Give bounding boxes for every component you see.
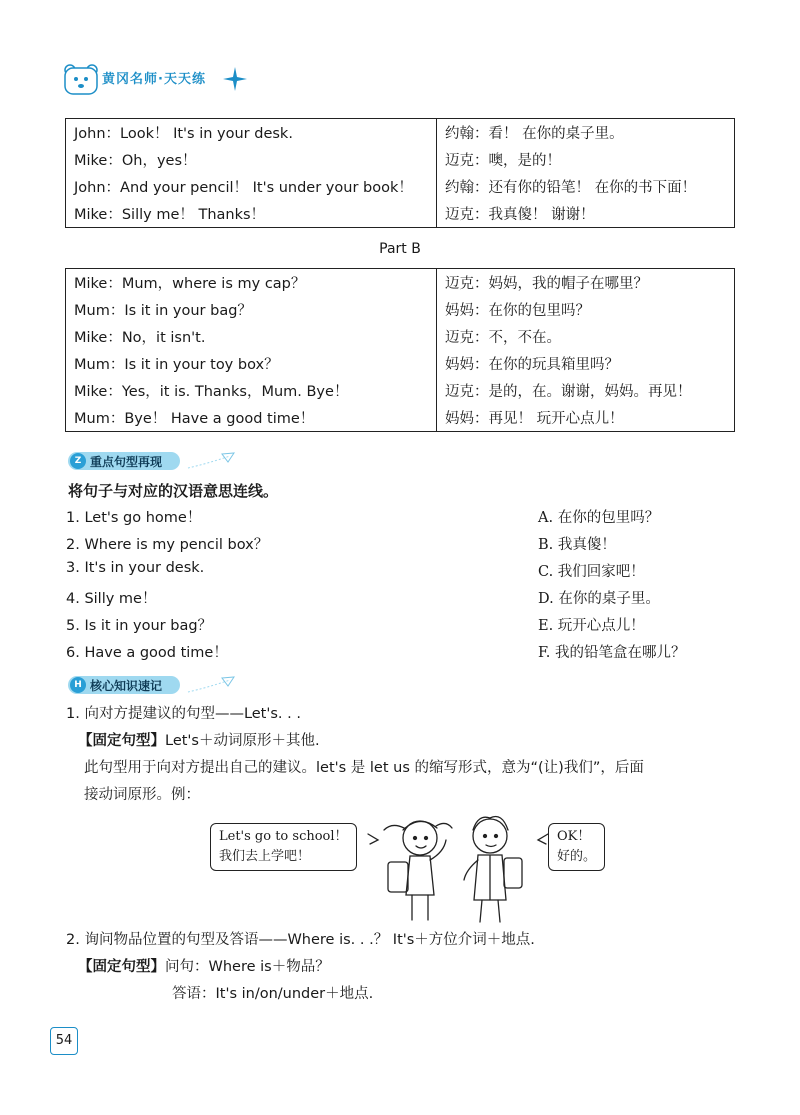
speech-bubble-right <box>548 823 605 871</box>
match-sentence: 6. Have a good time！ <box>66 645 228 661</box>
table-row <box>66 323 735 350</box>
pattern-label: 【固定句型】 <box>78 733 165 749</box>
dialogue-cn: 约翰：还有你的铅笔！ 在你的书下面！ <box>445 180 697 196</box>
question-pattern: 问句：Where is＋物品？ <box>165 959 330 975</box>
banner-title: 重点句型再现 <box>90 455 163 469</box>
dialogue-en: Mum：Is it in your toy box？ <box>66 350 437 377</box>
pattern-text: Let's＋动词原形＋其他. <box>165 733 320 749</box>
dialogue-cn: 迈克：我真傻！ 谢谢！ <box>445 207 595 223</box>
point2-heading: 2. 询问物品位置的句型及答语——Where is. . .？ It's＋方位介词＋地点. <box>66 932 535 948</box>
match-answer: C. 我们回家吧！ <box>538 564 645 580</box>
pattern-label: 【固定句型】 <box>78 959 165 975</box>
bubble-chinese: 我们去上学吧！ <box>219 849 311 864</box>
match-answer: E. 玩开心点儿！ <box>538 618 645 634</box>
match-answer: B. 我真傻！ <box>538 537 616 553</box>
match-sentence: 1. Let's go home！ <box>66 510 202 526</box>
table-row <box>66 173 735 200</box>
point2-answer: 答语：It's in/on/under＋地点. <box>172 986 374 1002</box>
part-b-title: Part B <box>379 241 421 257</box>
sparkle-icon <box>222 66 248 92</box>
part-a-dialogue-table <box>65 118 735 228</box>
point1-explanation-line1: 此句型用于向对方提出自己的建议。let's 是 let us 的缩写形式，意为“(让)我们”，后面 <box>84 760 644 776</box>
dialogue-cn: 迈克：是的，在。谢谢，妈妈。再见！ <box>445 384 692 400</box>
match-sentence: 2. Where is my pencil box？ <box>66 537 269 553</box>
dialogue-cn: 妈妈：再见！ 玩开心点儿！ <box>445 411 624 427</box>
dialogue-en: John：And your pencil！ It's under your book！ <box>66 173 437 200</box>
table-row <box>66 146 735 173</box>
dialogue-en: Mum：Bye！ Have a good time！ <box>66 404 437 432</box>
two-students-illustration <box>340 800 555 925</box>
table-row <box>66 296 735 323</box>
bubble-english: Let's go to school！ <box>219 829 348 844</box>
dialogue-en: Mike：Yes，it is. Thanks，Mum. Bye！ <box>66 377 437 404</box>
section-banner-core-knowledge <box>68 674 288 696</box>
table-row <box>66 200 735 228</box>
banner-badge: H <box>70 677 86 693</box>
dialogue-cn: 妈妈：在你的玩具箱里吗？ <box>445 357 619 373</box>
header-title: 黄冈名师·天天练 <box>102 72 206 87</box>
table-row <box>66 404 735 432</box>
match-sentence: 3. It's in your desk. <box>66 560 205 576</box>
table-row <box>66 350 735 377</box>
page-number: 54 <box>50 1027 78 1055</box>
point1-pattern <box>78 729 320 750</box>
dialogue-en: Mum：Is it in your bag？ <box>66 296 437 323</box>
match-sentence: 5. Is it in your bag？ <box>66 618 213 634</box>
dialogue-cn: 迈克：噢，是的！ <box>445 153 561 169</box>
dialogue-cn: 约翰：看！ 在你的桌子里。 <box>445 126 624 142</box>
dialogue-en: Mike：Silly me！ Thanks！ <box>66 200 437 228</box>
point2-question <box>78 955 330 976</box>
match-answer: F. 我的铅笔盒在哪儿？ <box>538 645 686 661</box>
paper-plane-icon <box>186 450 236 472</box>
dialogue-cn: 妈妈：在你的包里吗？ <box>445 303 590 319</box>
match-answer: D. 在你的桌子里。 <box>538 591 660 607</box>
bear-logo-icon <box>62 62 102 96</box>
header-logo <box>62 62 252 96</box>
dialogue-en: Mike：Oh，yes！ <box>66 146 437 173</box>
banner-title: 核心知识速记 <box>90 679 163 693</box>
match-sentence: 4. Silly me！ <box>66 591 157 607</box>
exercise-instruction: 将句子与对应的汉语意思连线。 <box>68 482 279 500</box>
dialogue-cn: 迈克：不，不在。 <box>445 330 561 346</box>
table-row <box>66 377 735 404</box>
point1-explanation-line2: 接动词原形。例： <box>84 787 200 803</box>
paper-plane-icon <box>186 674 236 696</box>
dialogue-en: John：Look！ It's in your desk. <box>66 119 437 147</box>
bubble-chinese: 好的。 <box>557 849 597 864</box>
section-banner-key-sentences <box>68 450 288 472</box>
table-row <box>66 119 735 147</box>
point1-heading: 1. 向对方提建议的句型——Let's. . . <box>66 706 301 722</box>
table-row <box>66 269 735 297</box>
banner-badge: Z <box>70 453 86 469</box>
dialogue-en: Mike：Mum，where is my cap？ <box>66 269 437 297</box>
speech-bubble-left <box>210 823 357 871</box>
match-answer: A. 在你的包里吗？ <box>538 510 660 526</box>
dialogue-cn: 迈克：妈妈，我的帽子在哪里？ <box>445 276 648 292</box>
part-b-dialogue-table <box>65 268 735 432</box>
bubble-english: OK！ <box>557 829 591 844</box>
dialogue-en: Mike：No，it isn't. <box>66 323 437 350</box>
